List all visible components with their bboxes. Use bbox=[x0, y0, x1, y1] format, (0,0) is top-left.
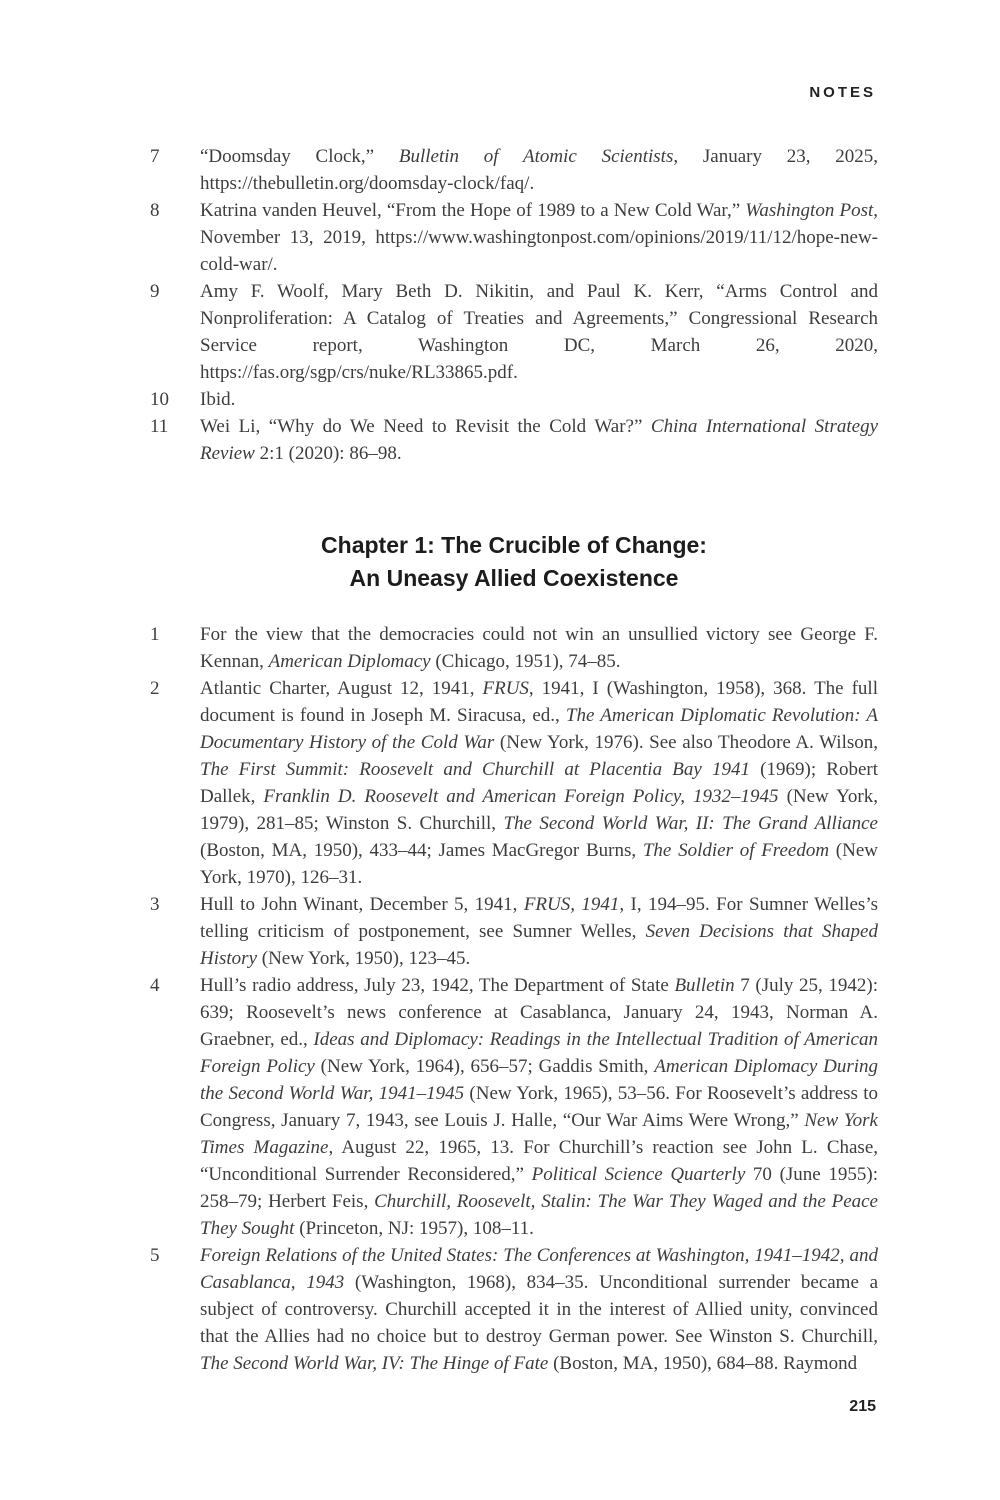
note-item bbox=[150, 675, 878, 891]
note-text bbox=[200, 197, 878, 278]
note-number: 7 bbox=[150, 146, 160, 167]
note-segment: (Boston, MA, 1950), 684–88. Raymond bbox=[548, 1353, 858, 1374]
note-segment-italic: FRUS bbox=[482, 678, 529, 699]
note-text bbox=[200, 891, 878, 972]
note-segment-italic: Bulletin bbox=[674, 975, 735, 996]
chapter-heading-line2: An Uneasy Allied Coexistence bbox=[349, 565, 679, 591]
note-text bbox=[200, 621, 878, 675]
note-segment-italic: Churchill, Roosevelt, Stalin: The War They Waged and the Peace They Sought bbox=[200, 1191, 878, 1239]
note-segment: (New York, 1950), 123–45. bbox=[257, 948, 471, 969]
page-content bbox=[150, 0, 878, 1377]
note-segment: (1969); Robert Dallek, bbox=[200, 759, 878, 807]
note-item bbox=[150, 413, 878, 467]
note-number: 8 bbox=[150, 200, 160, 221]
note-segment: 2:1 (2020): 86–98. bbox=[254, 443, 402, 464]
note-segment: (New York, 1965), 53–56. For Roosevelt’s address to Congress, January 7, 1943, see Louis J. Halle, “Our War Aims Were Wrong,” bbox=[200, 1083, 878, 1131]
note-item bbox=[150, 621, 878, 675]
note-segment: , 1941, I (Washington, 1958), 368. The full document is found in Joseph M. Siracusa, ed., bbox=[200, 678, 878, 726]
note-segment: For the view that the democracies could not win an unsullied victory see George F. Kennan, bbox=[200, 624, 878, 672]
note-segment-italic: American Diplomacy bbox=[268, 651, 431, 672]
note-item bbox=[150, 278, 878, 386]
note-segment-italic: The Second World War, II: The Grand Alliance bbox=[503, 813, 878, 834]
note-segment: Ibid. bbox=[200, 389, 236, 410]
note-number: 1 bbox=[150, 624, 160, 645]
note-segment: Amy F. Woolf, Mary Beth D. Nikitin, and Paul K. Kerr, “Arms Control and Nonproliferation: A Catalog of Treaties and Agreements,” Congressional Research Service report, Washington DC, March 26, 2020, https://fas.org/sgp/crs/nuke/RL33865.pdf. bbox=[200, 281, 878, 383]
note-text bbox=[200, 972, 878, 1242]
note-text bbox=[200, 386, 878, 413]
note-segment-italic: Bulletin of Atomic Scientists bbox=[398, 146, 674, 167]
note-text bbox=[200, 413, 878, 467]
note-segment: (New York, 1970), 126–31. bbox=[200, 840, 879, 888]
notes-list-previous-chapter bbox=[150, 143, 878, 467]
note-item bbox=[150, 386, 878, 413]
note-segment: (New York, 1964), 656–57; Gaddis Smith, bbox=[314, 1056, 655, 1077]
note-segment: (New York, 1979), 281–85; Winston S. Churchill, bbox=[200, 786, 878, 834]
note-segment-italic: Washington Post bbox=[745, 200, 874, 221]
note-segment: , August 22, 1965, 13. For Churchill’s reaction see John L. Chase, “Unconditional Surrender Reconsidered,” bbox=[200, 1137, 879, 1185]
running-head: NOTES bbox=[809, 84, 876, 101]
note-item bbox=[150, 143, 878, 197]
note-text bbox=[200, 143, 878, 197]
note-segment-italic: Political Science Quarterly bbox=[531, 1164, 746, 1185]
note-segment-italic: American Diplomacy During the Second World War, 1941–1945 bbox=[200, 1056, 878, 1104]
note-segment-italic: FRUS, 1941 bbox=[523, 894, 620, 915]
note-segment-italic: New York Times Magazine bbox=[200, 1110, 878, 1158]
note-segment: , November 13, 2019, https://www.washingtonpost.com/opinions/2019/11/12/hope-new-cold-war/. bbox=[200, 200, 878, 275]
note-segment: , January 23, 2025, https://thebulletin.org/doomsday-clock/faq/. bbox=[200, 146, 878, 194]
note-number: 10 bbox=[150, 389, 169, 410]
note-number: 5 bbox=[150, 1245, 160, 1266]
note-segment: 70 (June 1955): 258–79; Herbert Feis, bbox=[200, 1164, 878, 1212]
note-item bbox=[150, 972, 878, 1242]
note-text bbox=[200, 675, 878, 891]
note-segment: Hull to John Winant, December 5, 1941, bbox=[200, 894, 524, 915]
note-segment-italic: Foreign Relations of the United States: The Conferences at Washington, 1941–1942, and Casablanca, 1943 bbox=[200, 1245, 878, 1293]
note-segment: (Boston, MA, 1950), 433–44; James MacGregor Burns, bbox=[200, 840, 643, 861]
note-segment: Hull’s radio address, July 23, 1942, The Department of State bbox=[200, 975, 675, 996]
note-segment: (Washington, 1968), 834–35. Unconditional surrender became a subject of controversy. Churchill accepted it in the interest of Allied unity, convinced that the Allies had no choice but to destroy German power. See Winston S. Churchill, bbox=[200, 1272, 878, 1347]
note-segment: (New York, 1976). See also Theodore A. Wilson, bbox=[494, 732, 878, 753]
note-item bbox=[150, 1242, 878, 1377]
chapter-heading bbox=[150, 529, 878, 595]
note-segment: “Doomsday Clock,” bbox=[200, 146, 399, 167]
note-segment-italic: China International Strategy Review bbox=[200, 416, 879, 464]
note-segment-italic: Franklin D. Roosevelt and American Foreign Policy, 1932–1945 bbox=[263, 786, 779, 807]
note-number: 2 bbox=[150, 678, 160, 699]
note-number: 9 bbox=[150, 281, 160, 302]
note-segment: Wei Li, “Why do We Need to Revisit the Cold War?” bbox=[200, 416, 651, 437]
note-segment: (Chicago, 1951), 74–85. bbox=[430, 651, 621, 672]
note-segment: Katrina vanden Heuvel, “From the Hope of 1989 to a New Cold War,” bbox=[200, 200, 746, 221]
note-segment-italic: The Soldier of Freedom bbox=[642, 840, 830, 861]
note-number: 11 bbox=[150, 416, 169, 437]
note-segment-italic: The American Diplomatic Revolution: A Documentary History of the Cold War bbox=[200, 705, 878, 753]
note-segment-italic: Ideas and Diplomacy: Readings in the Intellectual Tradition of American Foreign Policy bbox=[200, 1029, 878, 1077]
note-item bbox=[150, 197, 878, 278]
note-segment-italic: Seven Decisions that Shaped History bbox=[200, 921, 878, 969]
note-segment: (Princeton, NJ: 1957), 108–11. bbox=[294, 1218, 534, 1239]
note-segment-italic: The First Summit: Roosevelt and Churchill at Placentia Bay 1941 bbox=[200, 759, 750, 780]
note-item bbox=[150, 891, 878, 972]
page-number: 215 bbox=[849, 1398, 876, 1415]
note-segment: , I, 194–95. For Sumner Welles’s telling criticism of postponement, see Sumner Welles, bbox=[200, 894, 878, 942]
notes-list-chapter1 bbox=[150, 621, 878, 1377]
note-number: 3 bbox=[150, 894, 160, 915]
note-text bbox=[200, 278, 878, 386]
chapter-heading-line1: Chapter 1: The Crucible of Change: bbox=[321, 532, 707, 558]
note-segment-italic: The Second World War, IV: The Hinge of Fate bbox=[200, 1353, 549, 1374]
note-segment: Atlantic Charter, August 12, 1941, bbox=[200, 678, 483, 699]
note-number: 4 bbox=[150, 975, 160, 996]
note-text bbox=[200, 1242, 878, 1377]
note-segment: 7 (July 25, 1942): 639; Roosevelt’s news conference at Casablanca, January 24, 1943, Norman A. Graebner, ed., bbox=[200, 975, 879, 1050]
